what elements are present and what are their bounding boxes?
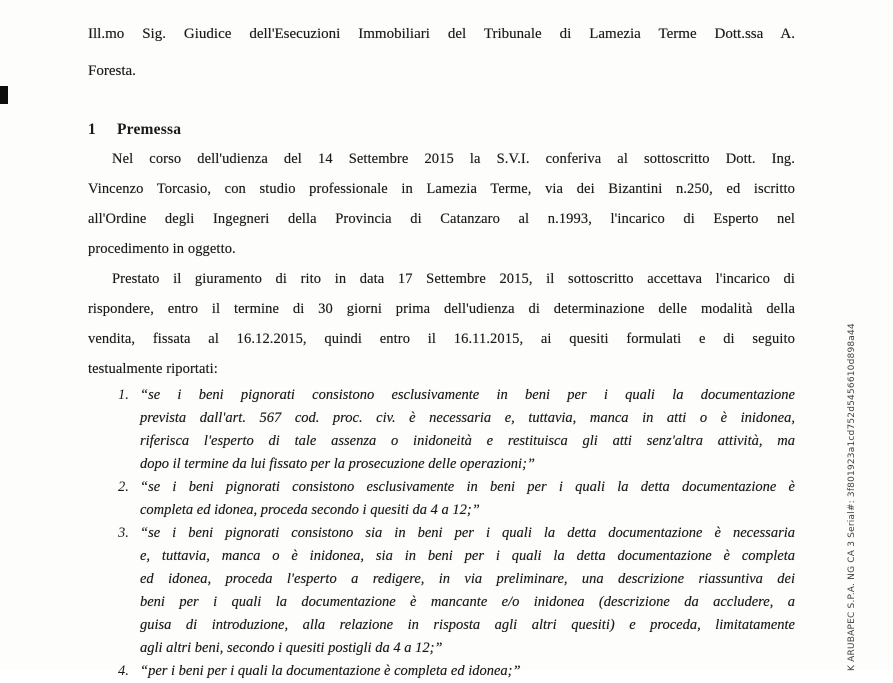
text-line: Nel corso dell'udienza del 14 Settembre 2015 la S.V.I. conferiva al sottoscritto Dott. Ing. (112, 151, 795, 167)
text-line: “se i beni pignorati consistono esclusivamente in beni per i quali la documentazione (140, 387, 795, 403)
addressee-header (88, 16, 795, 90)
item-number: 4. (118, 663, 129, 679)
quesito-item (88, 522, 795, 660)
item-number: 1. (118, 387, 129, 403)
text-line: agli altri beni, secondo i quesiti postigli da 4 a 12;” (140, 640, 443, 656)
text-line: riferisca l'esperto di tale assenza o inidoneità e restituisca gli atti senz'altra attività, ma (140, 433, 795, 449)
text-line: prevista dall'art. 567 cod. proc. civ. è necessaria e, tuttavia, manca in atti o è inidonea, (140, 410, 795, 426)
paragraph-incarico (88, 144, 795, 264)
text-line: rispondere, entro il termine di 30 giorni prima dell'udienza di determinazione delle modalità della (88, 301, 795, 317)
text-line: beni per i quali la documentazione è mancante e/o inidonea (descrizione da accludere, a (140, 594, 795, 610)
text-line: all'Ordine degli Ingegneri della Provincia di Catanzaro al n.1993, l'incarico di Esperto nel (88, 211, 795, 227)
section-number: 1 (88, 121, 96, 138)
text-line: Prestato il giuramento di rito in data 17 Settembre 2015, il sottoscritto accettava l'incarico di (112, 271, 795, 287)
text-line: “se i beni pignorati consistono sia in beni per i quali la detta documentazione è necessaria (140, 525, 795, 541)
quesito-item (88, 660, 795, 683)
quesito-item (88, 476, 795, 522)
digital-signature-strip: K ARUBAPEC S.P.A. NG CA 3 Serial#: 3f801923a1cd752d5456610d898a44 (847, 323, 857, 671)
text-line: dopo il termine da lui fissato per la prosecuzione delle operazioni;” (140, 456, 535, 472)
text-line: Ill.mo Sig. Giudice dell'Esecuzioni Immobiliari del Tribunale di Lamezia Terme Dott.ssa A. (88, 26, 795, 42)
text-line: “se i beni pignorati consistono esclusivamente in beni per i quali la detta documentazione è (140, 479, 795, 495)
item-number: 2. (118, 479, 129, 495)
quesiti-list (88, 384, 795, 683)
text-line: guisa di introduzione, alla relazione in risposta agli altri quesiti) e proceda, limitatamente (140, 617, 795, 633)
text-line: “per i beni per i quali la documentazione è completa ed idonea;” (140, 663, 521, 679)
text-line: ed idonea, proceda l'esperto a redigere, in via preliminare, una descrizione riassuntiva dei (140, 571, 795, 587)
section-title: Premessa (117, 121, 182, 138)
item-number: 3. (118, 525, 129, 541)
text-line: Vincenzo Torcasio, con studio professionale in Lamezia Terme, via dei Bizantini n.250, ed iscritto (88, 181, 795, 197)
quesito-item (88, 384, 795, 476)
paragraph-giuramento (88, 264, 795, 384)
scan-artifact-mark (0, 86, 8, 104)
text-line: Foresta. (88, 63, 136, 79)
text-line: completa ed idonea, proceda secondo i quesiti da 4 a 12;” (140, 502, 480, 518)
text-line: vendita, fissata al 16.12.2015, quindi entro il 16.11.2015, ai quesiti formulati e di seguito (88, 331, 795, 347)
section-heading (88, 121, 795, 139)
text-line: testualmente riportati: (88, 361, 218, 377)
text-line: e, tuttavia, manca o è inidonea, sia in beni per i quali la detta documentazione è completa (140, 548, 795, 564)
text-line: procedimento in oggetto. (88, 241, 236, 257)
